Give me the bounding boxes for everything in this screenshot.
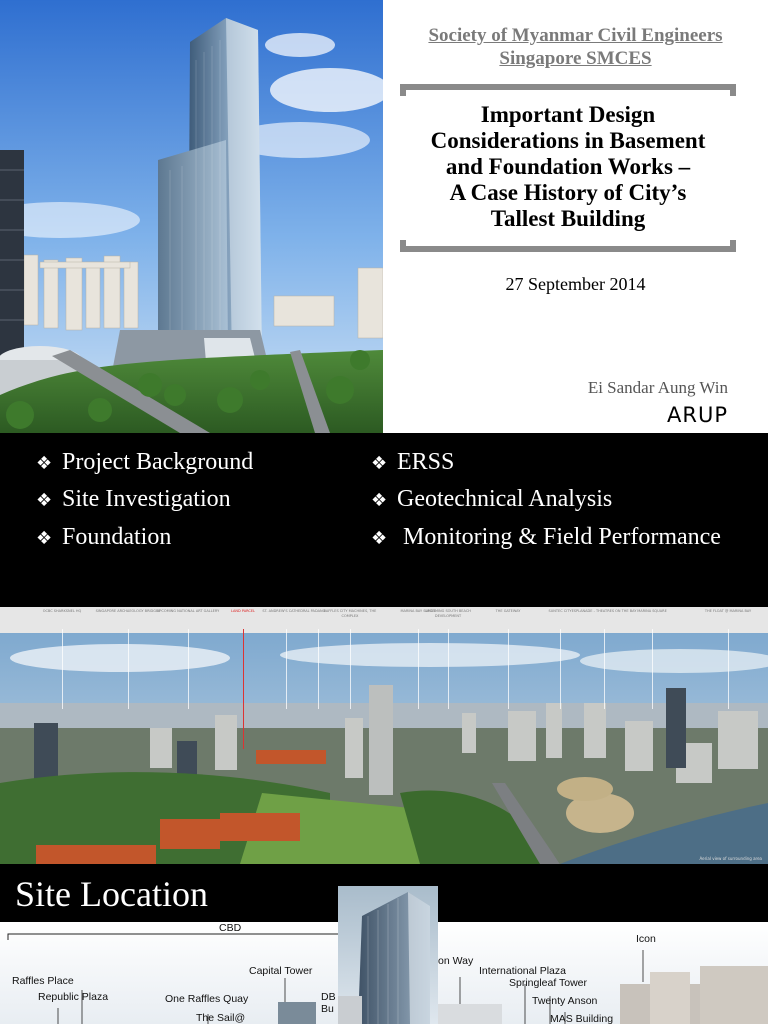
presentation-title-line: and Foundation Works –	[445, 154, 691, 179]
site-label: Capital Tower	[249, 965, 313, 977]
panorama-landmark-pointer	[243, 629, 244, 749]
agenda-item-label: Foundation	[62, 524, 172, 550]
panorama-landmark-label: THE GATEWAY	[495, 609, 521, 613]
agenda-item-label: Project Background	[62, 449, 254, 475]
site-label: One Raffles Quay	[165, 993, 249, 1005]
site-label: Raffles Place	[12, 975, 74, 987]
panorama-landmark-label: ESPLANADE - THEATRES ON THE BAY	[571, 609, 637, 613]
site-label: MAS Building	[550, 1013, 614, 1024]
panorama-landmark-pointer	[286, 629, 287, 709]
diamond-bullet-icon: ❖	[371, 528, 388, 549]
panorama-landmark-pointer	[448, 629, 449, 709]
agenda-item	[371, 485, 612, 515]
site-label: Twenty Anson	[532, 995, 598, 1007]
organization-name: Society of Myanmar Civil Engineers	[428, 25, 723, 46]
tower-inset-image	[338, 886, 438, 1024]
panorama-landmark-pointer	[560, 629, 561, 709]
panorama-landmark-pointer	[418, 629, 419, 709]
agenda-item-label: Monitoring & Field Performance	[403, 524, 721, 550]
panorama-landmark-label: OCBC SHARKSNEL HQ	[42, 609, 82, 613]
presentation-title-line: A Case History of City’s	[449, 180, 687, 205]
presentation-title-line: Considerations in Basement	[430, 128, 706, 153]
panorama-landmark-label: RAFFLES CITY MACHINES, THE COMPLEX	[323, 609, 377, 618]
panorama-credit: Aerial view of surrounding area	[699, 856, 762, 861]
presentation-title-line: Tallest Building	[490, 206, 646, 231]
site-label: on Way	[438, 955, 474, 967]
tower-rendering-image	[0, 0, 383, 433]
site-label: CBD	[219, 922, 242, 934]
author-name: Ei Sandar Aung Win	[587, 378, 728, 397]
presentation-title-box	[400, 84, 736, 252]
panorama-landmark-label: LAND PARCEL	[231, 609, 255, 613]
presentation-title-line: Important Design	[480, 102, 656, 127]
diamond-bullet-icon: ❖	[371, 490, 388, 511]
title-slide	[0, 0, 768, 433]
panorama-landmark-label: UPCOMING SOUTH BEACH DEVELOPMENT	[425, 609, 471, 618]
panorama-landmark-label: MARINA BAY SANDS	[400, 609, 436, 613]
aerial-panorama	[0, 607, 768, 864]
panorama-landmark-pointer	[728, 629, 729, 709]
site-label: DB	[321, 991, 336, 1003]
panorama-landmark-pointer	[508, 629, 509, 709]
agenda-item	[36, 448, 253, 478]
panorama-landmark-pointer	[188, 629, 189, 709]
site-label: The Sail@	[196, 1012, 246, 1024]
title-bracket-bottom	[400, 240, 736, 252]
agenda-item	[36, 523, 171, 553]
site-label: Springleaf Tower	[509, 977, 588, 989]
panorama-landmark-label: PADANG	[310, 609, 326, 613]
panorama-landmark-pointer	[318, 629, 319, 709]
diamond-bullet-icon: ❖	[36, 528, 53, 549]
site-label: Icon	[636, 933, 656, 945]
diamond-bullet-icon: ❖	[371, 453, 388, 474]
diamond-bullet-icon: ❖	[36, 453, 53, 474]
diamond-bullet-icon: ❖	[36, 490, 53, 511]
site-location-slide	[0, 864, 768, 1024]
panorama-landmark-label: SUNTEC CITY	[548, 609, 572, 613]
agenda-item	[371, 448, 454, 478]
agenda-item-label: Site Investigation	[62, 486, 231, 512]
panorama-landmark-label: SINGAPORE ARCHAEOLOGY BRIDGES	[95, 609, 161, 613]
panorama-landmark-pointer	[604, 629, 605, 709]
agenda-slide	[0, 433, 768, 607]
agenda-item	[371, 523, 721, 553]
panorama-landmark-pointer	[652, 629, 653, 709]
panorama-landmark-label: MARINA SQUARE	[637, 609, 667, 613]
panorama-landmark-pointer	[350, 629, 351, 709]
site-location-title: Site Location	[15, 874, 208, 914]
company-logo: ARUP	[667, 403, 728, 427]
panorama-landmark-pointer	[128, 629, 129, 709]
panorama-landmark-label: ST. ANDREW'S CATHEDRAL	[262, 609, 310, 613]
presentation-date: 27 September 2014	[505, 274, 646, 294]
site-label: International Plaza	[479, 965, 566, 977]
title-text-panel	[383, 0, 768, 433]
agenda-item-label: Geotechnical Analysis	[397, 486, 613, 512]
agenda-item	[36, 485, 231, 515]
title-bracket-top	[400, 84, 736, 96]
site-label: Republic Plaza	[38, 991, 109, 1003]
site-label: Bu	[321, 1003, 334, 1015]
organization-subtitle: Singapore SMCES	[499, 48, 652, 69]
panorama-landmark-pointer	[62, 629, 63, 709]
panorama-landmark-label: UPCOMING NATIONAL ART GALLERY	[156, 609, 220, 613]
panorama-landmark-label: THE FLOAT @ MARINA BAY	[704, 609, 752, 613]
agenda-item-label: ERSS	[397, 449, 455, 475]
